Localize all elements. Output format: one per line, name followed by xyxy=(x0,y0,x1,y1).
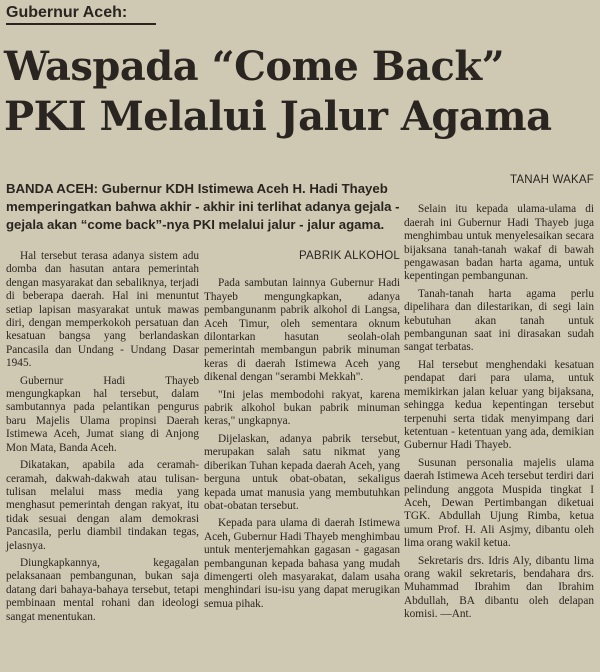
paragraph: "Ini jelas membodohi rakyat, karena pabrik alkohol bukan pabrik minuman keras," ungkapnya. xyxy=(204,388,400,428)
headline-line-2: PKI Melalui Jalur Agama xyxy=(4,93,552,140)
paragraph: Tanah-tanah harta agama perlu dipelihara dan dilestarikan, di segi lain kebutuhan akan tanah untuk pembangunan saat ini dirasakan sudah sangat terbatas. xyxy=(404,287,594,354)
lead-paragraph: BANDA ACEH: Gubernur KDH Istimewa Aceh H. Hadi Thayeb memperingatkan bahwa akhir - akhir ini terlihat adanya gejala - gejala akan “come back”-nya PKI melalui jalur - jalur agama. xyxy=(6,181,400,232)
paragraph: Selain itu kepada ulama-ulama di daerah ini Gubernur Hadi Thayeb juga menghimbau untuk menyelesaikan secara bijaksana tanah-tanah wakaf di bawah pengawasan badan harta agama, untuk kepentingan pembangunan. xyxy=(404,203,594,283)
paragraph: Sekretaris drs. Idris Aly, dibantu lima orang wakil sekretaris, bendahara drs. Muhammad Ibrahim dan Ibrahim Abdullah, BA dibantu oleh delapan komisi. —Ant. xyxy=(404,554,594,621)
paragraph: Diungkapkannya, kegagalan pelaksanaan pembangunan, bukan saja datang dari bahaya-bahaya tersebut, tetapi pembinaan mental rohani dan ideologi sangat menentukan. xyxy=(6,556,199,623)
headline xyxy=(4,42,598,142)
subhead-pabrik-alkohol: PABRIK ALKOHOL xyxy=(298,250,400,262)
paragraph: Dikatakan, apabila ada ceramah-ceramah, dakwah-dakwah atau tulisan-tulisan melalui mass media yang menghasut pemerintah dengan rakyat, itu tidak sesuai dengan alam demokrasi Pancasila, perlu diambil tindakan tegas, jelasnya. xyxy=(6,459,199,552)
article-column-2 xyxy=(204,250,400,615)
article-column-1 xyxy=(6,250,199,628)
paragraph: Hal tersebut menghendaki kesatuan pendapat dari para ulama, untuk memikirkan jalan keluar yang bijaksana, sehingga kedua kepentingan tersebut terpenuhi serta tidak menyimpang dari ketentuan - ketentuan yang ada, demikian Gubernur Hadi Thayeb. xyxy=(404,358,594,452)
paragraph: Dijelaskan, adanya pabrik tersebut, merupakan salah satu nikmat yang diberikan Tuhan kepada daerah Aceh, yang berguna untuk obat-obatan, sekaligus kepada umat manusia yang membutuhkan obat-obatan tersebut. xyxy=(204,432,400,512)
kicker: Gubernur Aceh: xyxy=(6,4,156,25)
article-column-3 xyxy=(404,174,594,626)
paragraph: Hal tersebut terasa adanya sistem adu domba dan hasutan antara pemerintah dengan masyarakat dan sebaliknya, terjadi di beberapa daerah. Hal ini menuntut setiap lapisan masyarakat untuk mawas diri, dengan memperkokoh persatuan dan kesatuan bangsa yang berlandaskan Pancasila dan Undang - Undang Dasar 1945. xyxy=(6,250,199,370)
headline-line-1: Waspada “Come Back” xyxy=(4,43,505,90)
paragraph: Kepada para ulama di daerah Istimewa Aceh, Gubernur Hadi Thayeb menghimbau untuk menterjemahkan gagasan - gagasan pembangunan kepada bahasa yang mudah dimengerti oleh masyarakat, dalam usaha menghindari isu-isu yang dapat merugikan semua pihak. xyxy=(204,517,400,610)
paragraph: Pada sambutan lainnya Gubernur Hadi Thayeb mengungkapkan, adanya pembangunanm pabrik alkohol di Langsa, Aceh Timur, oleh sementara oknum dilontarkan hasutan seolah-olah pemerintah membangun pabrik minuman keras di daerah Istimewa Aceh yang dikenal dengan "serambi Mekkah". xyxy=(204,277,400,384)
subhead-tanah-wakaf: TANAH WAKAF xyxy=(510,174,594,186)
paragraph: Gubernur Hadi Thayeb mengungkapkan hal tersebut, dalam sambutannya pada pelantikan pengurus baru Majelis Ulama propinsi Daerah Istimewa Aceh, Jumat siang di Anjong Mon Mata, Banda Aceh. xyxy=(6,374,199,454)
paragraph: Susunan personalia majelis ulama daerah Istimewa Aceh tersebut terdiri dari pelindung anggota Muspida tingkat I Aceh, Dewan Pertimbangan diketuai TGK. Abdullah Ujung Rimba, ketua umum Prof. H. Ali Asjmy, dibantu oleh lima orang wakil ketua. xyxy=(404,456,594,550)
